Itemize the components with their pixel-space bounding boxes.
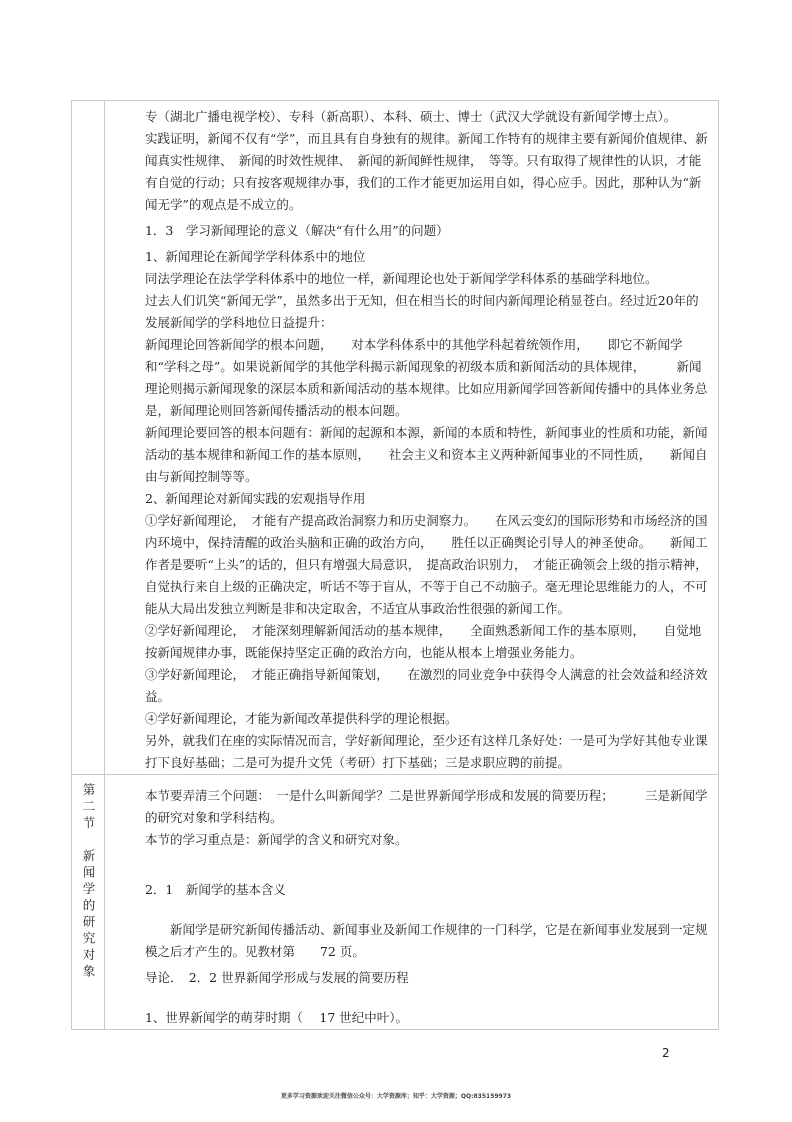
paragraph: 同法学理论在法学学科体系中的地位一样，新闻理论也处于新闻学学科体系的基础学科地位。 — [144, 271, 658, 286]
paragraph: 新闻理论要回答的根本问题有：新闻的起源和本源，新闻的本质和特性，新闻事业的性质和功能，新闻活动的基本规律和新闻工作的基本原则， 社会主义和资本主义两种新闻事业的不同性质， 新闻自由与新闻控制等等。 — [144, 425, 708, 484]
page-number: 2 — [662, 1046, 670, 1060]
paragraph: 本节的学习重点是：新闻学的含义和研究对象。 — [144, 832, 408, 847]
spacer — [145, 901, 710, 919]
main-cell — [104, 775, 718, 1030]
paragraph: ③学好新闻理论， 才能正确指导新闻策划， 在激烈的同业竞争中获得令人满意的社会效益和经济效益。 — [144, 667, 708, 704]
paragraph: 过去人们讥笑“新闻无学”，虽然多出于无知，但在相当长的时间内新闻理论稍显苍白。经过近20年的发展新闻学的学科地位日益提升： — [144, 293, 699, 330]
table-row — [72, 101, 719, 775]
paragraph: ②学好新闻理论， 才能深刻理解新闻活动的基本规律， 全面熟悉新闻工作的基本原则， 自觉地按新闻规律办事，既能保持坚定正确的政治方向，也能从根本上增强业务能力。 — [144, 623, 702, 660]
section-side-label: 第二节 新闻学的研究对象 — [80, 783, 96, 981]
paragraph: 另外，就我们在座的实际情况而言，学好新闻理论，至少还有这样几条好处：一是可为学好其他专业课打下良好基础；二是可为提升文凭（考研）打下基础；三是求职应聘的前提。 — [144, 733, 708, 770]
section-heading: 导论． 2．2 世界新闻学形成与发展的简要历程 — [144, 970, 409, 985]
section-heading: 2．1 新闻学的基本含义 — [144, 882, 286, 897]
content-table — [71, 100, 719, 1030]
paragraph: 新闻理论回答新闻学的根本问题， 对本学科体系中的其他学科起着统领作用， 即它不新闻学和“学科之母”。如果说新闻学的其他学科揭示新闻现象的初级本质和新闻活动的具体规律， 新闻理论则揭示新闻现象的深层本质和新闻活动的基本规律。比如应用新闻学回答新闻传播中的具体业务总是，新闻理论则回答新闻传播活动的根本问题。 — [144, 337, 708, 418]
table-row — [72, 775, 719, 1030]
paragraph: 实践证明，新闻不仅有“学”，而且具有自身独有的规律。新闻工作特有的规律主要有新闻价值规律、新闻真实性规律、 新闻的时效性规律、 新闻的新闻鲜性规律， 等等。只有取得了规律性的认识，才能有自觉的行动；只有按客观规律办事，我们的工作才能更加运用自如，得心应手。因此，那种认为“新闻无学”的观点是不成立的。 — [144, 131, 708, 212]
paragraph: 新闻学是研究新闻传播活动、新闻事业及新闻工作规律的一门科学，它是在新闻事业发展到一定规模之后才产生的。见教材第 72 页。 — [144, 922, 708, 959]
subheading: 1、新闻理论在新闻学学科体系中的地位 — [144, 249, 366, 264]
main-cell — [104, 101, 718, 775]
footer-note: 更多学习资源欢迎关注微信公众号：大学资源库；知乎：大学资源；QQ:835159973 — [280, 1093, 512, 1100]
spacer — [145, 989, 710, 1007]
subheading: 2、新闻理论对新闻实践的宏观指导作用 — [144, 491, 366, 506]
paragraph: 专（湖北广播电视学校）、专科（新高职）、本科、硕士、博士（武汉大学就设有新闻学博士点）。 — [144, 109, 677, 124]
spacer — [145, 851, 710, 879]
side-cell-empty — [72, 101, 105, 775]
section-heading: 1．3 学习新闻理论的意义（解决“有什么用”的问题） — [144, 223, 449, 238]
side-cell — [72, 775, 105, 1030]
section2-content — [105, 775, 718, 1029]
paragraph: 本节要弄清三个问题： 一是什么叫新闻学？二是世界新闻学形成和发展的简要历程； 三是新闻学的研究对象和学科结构。 — [144, 788, 708, 825]
paragraph: ①学好新闻理论， 才能有产提高政治洞察力和历史洞察力。 在风云变幻的国际形势和市场经济的国内环境中，保持清醒的政治头脑和正确的政治方向， 胜任以正确舆论引导人的神圣使命。 新闻工作者是要听“上头”的话的，但只有增强大局意识， 提高政治识别力， 才能正确领会上级的指示精神，自觉执行来自上级的正确决定，听话不等于盲从，不等于自己不动脑子。毫无理论思维能力的人，不可能从大局出发独立判断是非和决定取舍，不适宜从事政治性很强的新闻工作。 — [144, 513, 708, 616]
paragraph: ④学好新闻理论，才能为新闻改革提供科学的理论根据。 — [144, 711, 458, 726]
list-item: 1、世界新闻学的萌芽时期（ 17 世纪中叶）。 — [144, 1010, 409, 1025]
section1-content — [105, 101, 718, 774]
